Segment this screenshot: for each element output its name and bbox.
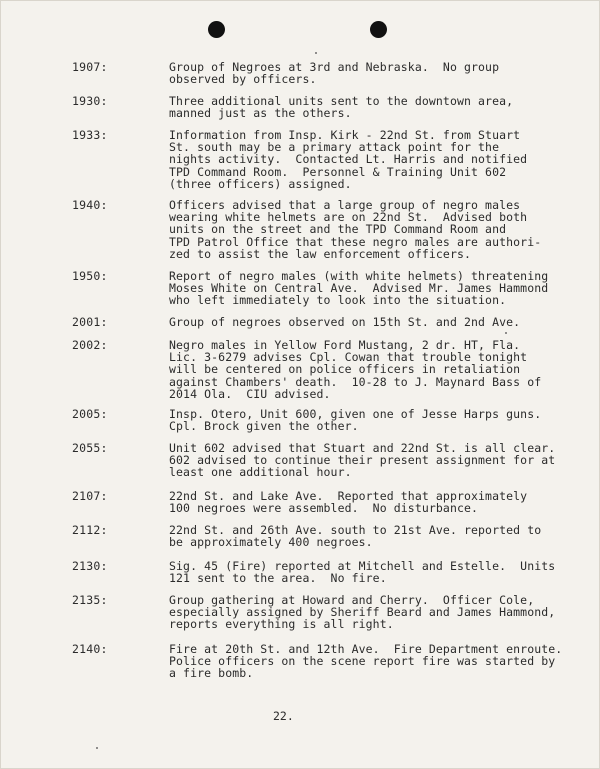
- page-number: 22.: [273, 709, 294, 723]
- entry-time: 2005:: [72, 407, 108, 421]
- entry-time: 2112:: [72, 523, 108, 537]
- entry-time: 2055:: [72, 441, 108, 455]
- entry-text: Officers advised that a large group of negro males wearing white helmets are on 22nd St. Advised both units on the street and the TPD Command Room and TPD Patrol Office that these negro males are authori- zed to assist the law enforcement officers.: [169, 198, 542, 261]
- entry-time: 1933:: [72, 128, 108, 142]
- entry-time: 1907:: [72, 60, 108, 74]
- entry-time: 1950:: [72, 269, 108, 283]
- entry-text: Group of Negroes at 3rd and Nebraska. No group observed by officers.: [169, 60, 500, 87]
- entry-time: 2002:: [72, 338, 108, 352]
- entry-time: 1930:: [72, 94, 108, 108]
- paper-speck: [96, 747, 98, 749]
- entry-text: Negro males in Yellow Ford Mustang, 2 dr. HT, Fla. Lic. 3-6279 advises Cpl. Cowan that trouble tonight will be centered on police officers in retaliation against Chambers' death. 10-28 to J. Maynard Bass of 2014 Ola. CIU advised.: [169, 338, 542, 401]
- entry-text: Sig. 45 (Fire) reported at Mitchell and Estelle. Units 121 sent to the area. No fire.: [169, 559, 556, 586]
- entry-time: 2135:: [72, 593, 108, 607]
- entry-text: 22nd St. and Lake Ave. Reported that approximately 100 negroes were assembled. No disturbance.: [169, 489, 528, 516]
- entry-time: 1940:: [72, 198, 108, 212]
- entry-time: 2107:: [72, 489, 108, 503]
- entry-text: Group gathering at Howard and Cherry. Officer Cole, especially assigned by Sheriff Beard and James Hammond, reports everything is all right.: [169, 593, 556, 632]
- entry-time: 2140:: [72, 642, 108, 656]
- entry-text: 22nd St. and 26th Ave. south to 21st Ave. reported to be approximately 400 negroes.: [169, 523, 542, 550]
- entry-text: Information from Insp. Kirk - 22nd St. from Stuart St. south may be a primary attack point for the nights activity. Contacted Lt. Harris and notified TPD Command Room. Personnel & Training Unit 602 (three officers) assigned.: [169, 128, 528, 191]
- binder-hole-left: [208, 21, 225, 38]
- entry-text: Report of negro males (with white helmets) threatening Moses White on Central Ave. Advised Mr. James Hammond who left immediately to look into the situation.: [169, 269, 549, 308]
- entry-time: 2001:: [72, 315, 108, 329]
- paper-speck: [505, 332, 507, 334]
- entry-text: Three additional units sent to the downtown area, manned just as the others.: [169, 94, 514, 121]
- binder-hole-right: [370, 21, 387, 38]
- entry-text: Fire at 20th St. and 12th Ave. Fire Department enroute. Police officers on the scene report fire was started by a fire bomb.: [169, 642, 563, 681]
- paper-speck: [315, 52, 317, 54]
- entry-text: Group of negroes observed on 15th St. and 2nd Ave.: [169, 315, 521, 329]
- entry-text: Insp. Otero, Unit 600, given one of Jesse Harps guns. Cpl. Brock given the other.: [169, 407, 542, 434]
- entry-text: Unit 602 advised that Stuart and 22nd St. is all clear. 602 advised to continue their present assignment for at least one additional hour.: [169, 441, 556, 480]
- entry-time: 2130:: [72, 559, 108, 573]
